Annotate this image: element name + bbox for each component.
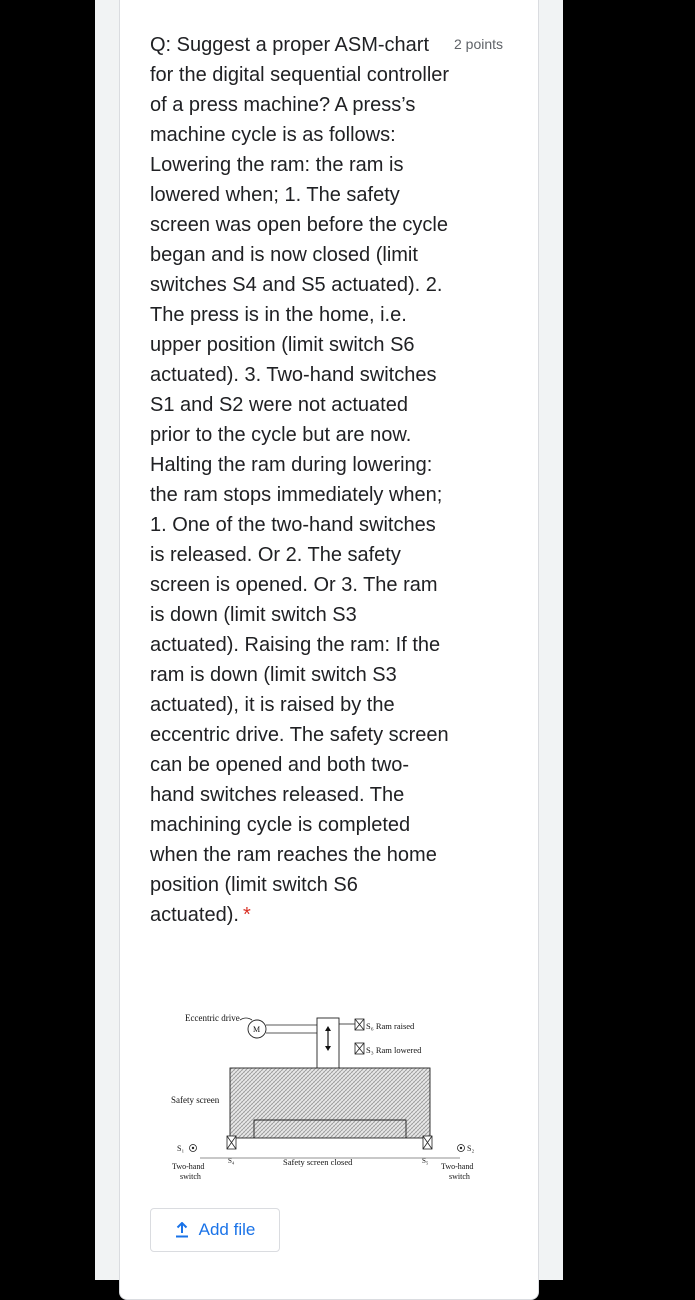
s1-label: S₁ [177, 1144, 185, 1153]
press-machine-diagram [160, 1000, 500, 1195]
safety-screen-block [230, 1068, 430, 1138]
required-marker: * [242, 904, 251, 926]
question-text: Q: Suggest a proper ASM-chart for the digital sequential controller of a press machine? A press’s machine cycle is as follows: Lowering the ram: the ram is lowered when; 1. The safety screen was open before the cycle began and is now closed (limit switches S4 and S5 actuated). 2. The press is in the home, i.e. upper position (limit switch S6 actuated). 3. Two-hand switches S1 and S2 were not actuated prior to the cycle but are now. Halting the ram during lowering: the ram stops immediately when; 1. One of the two-hand switches is released. Or 2. The safety screen is opened. Or 3. The ram is down (limit switch S3 actuated). Raising the ram: If the ram is down (limit switch S3 actuated), it is raised by the eccentric drive. The safety screen can be opened and both two-hand switches released. The machining cycle is completed when the ram reaches the home position (limit switch S6 actuated). [150, 34, 450, 926]
two-hand-switch-left-line1: Two-hand [172, 1162, 205, 1171]
upload-icon [175, 1222, 189, 1238]
safety-screen-closed-label: Safety screen closed [283, 1157, 353, 1167]
add-file-button[interactable] [150, 1208, 280, 1252]
two-hand-switch-left-line2: switch [180, 1172, 201, 1181]
eccentric-drive-label: Eccentric drive [185, 1013, 240, 1023]
form-page [95, 0, 563, 1280]
motor-label: M [253, 1025, 261, 1034]
ram-raised-label: S₆ Ram raised [366, 1021, 415, 1031]
two-hand-switch-right-line1: Two-hand [441, 1162, 474, 1171]
two-hand-switch-right-line2: switch [449, 1172, 470, 1181]
s2-label: S₂ [467, 1144, 475, 1153]
s5-label: S₅ [422, 1157, 429, 1165]
question-title [150, 30, 450, 930]
s4-label: S₄ [228, 1157, 235, 1165]
safety-screen-label: Safety screen [171, 1095, 220, 1105]
add-file-label: Add file [198, 1220, 256, 1239]
question-card [119, 0, 539, 1300]
ram-lowered-label: S₃ Ram lowered [366, 1045, 422, 1055]
points-label: 2 points [454, 36, 504, 52]
